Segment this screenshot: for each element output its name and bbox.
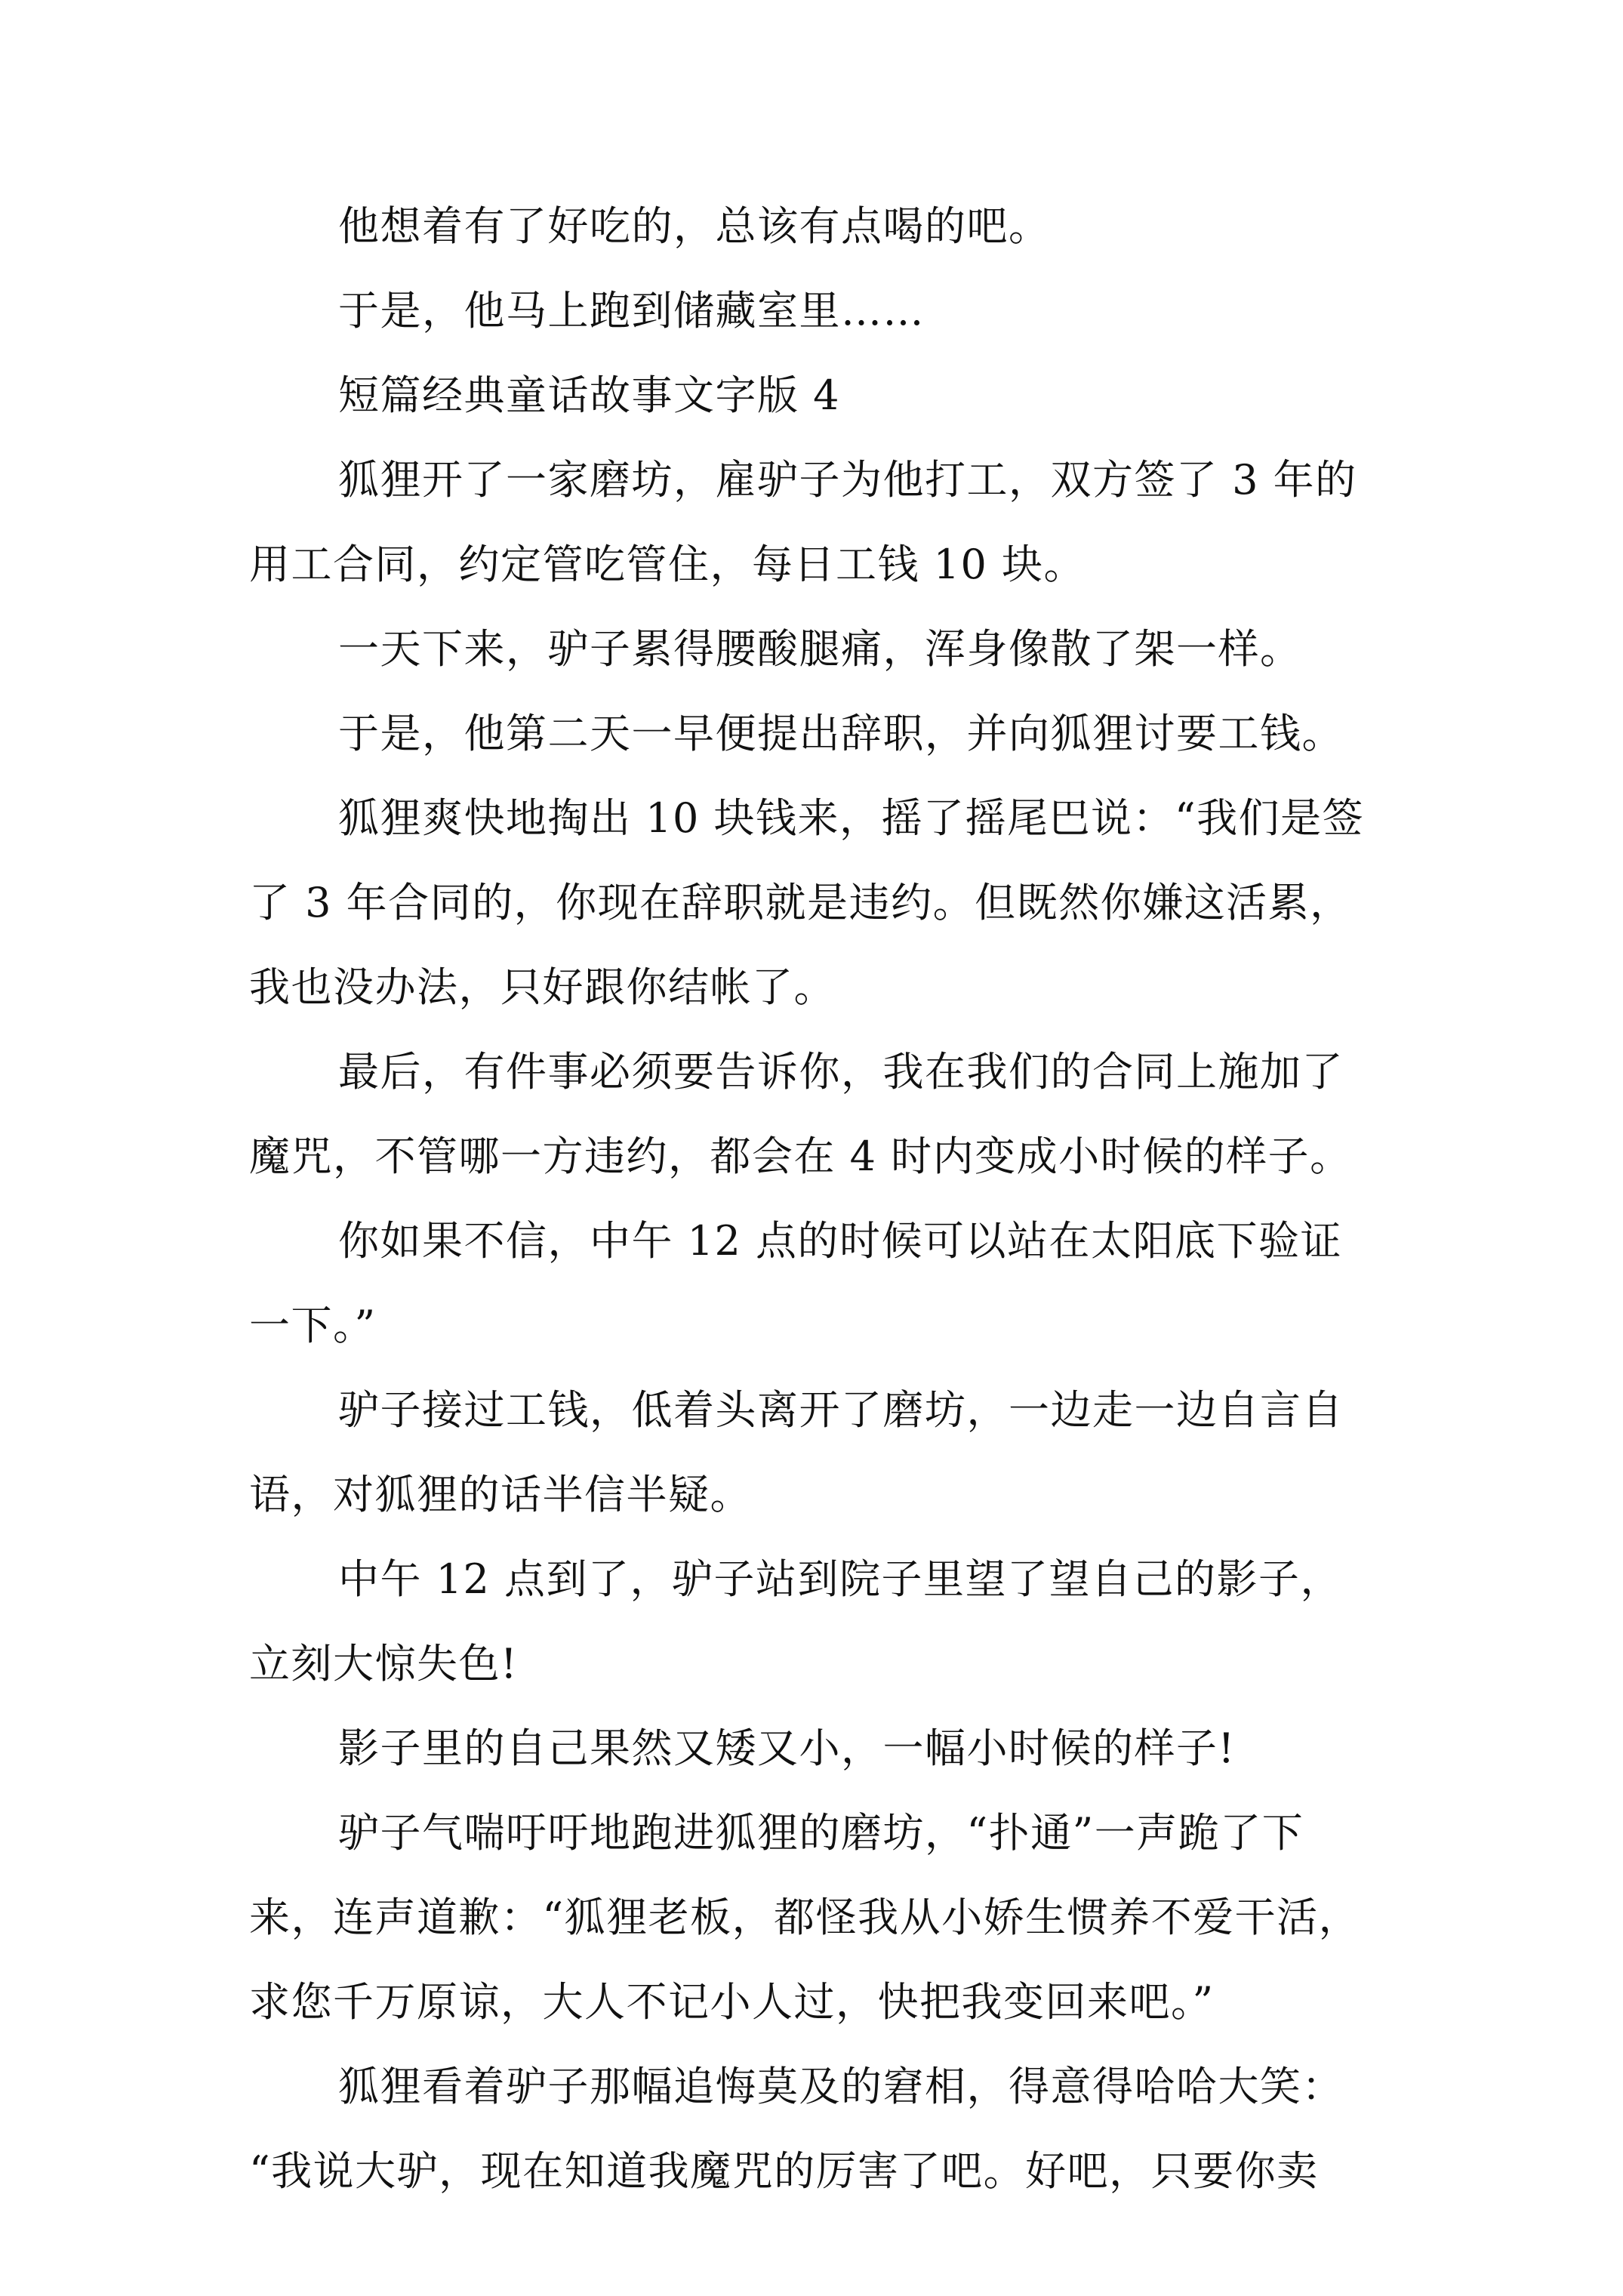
text-line: 一天下来，驴子累得腰酸腿痛，浑身像散了架一样。 bbox=[338, 625, 1302, 673]
text-line: 求您千万原谅，大人不记小人过，快把我变回来吧。” bbox=[249, 1978, 1215, 2026]
text-line: 影子里的自己果然又矮又小，一幅小时候的样子! bbox=[338, 1724, 1236, 1772]
text-line: 了 3 年合同的，你现在辞职就是违约。但既然你嫌这活累， bbox=[249, 879, 1352, 926]
text-line: 一下。” bbox=[249, 1302, 377, 1349]
text-line: 于是，他第二天一早便提出辞职，并向狐狸讨要工钱。 bbox=[338, 710, 1344, 757]
text-line: 我也没办法，只好跟你结帐了。 bbox=[249, 963, 836, 1011]
text-line: 狐狸开了一家磨坊，雇驴子为他打工，双方签了 3 年的 bbox=[338, 456, 1357, 504]
text-line: 狐狸爽快地掏出 10 块钱来，摇了摇尾巴说：“我们是签 bbox=[338, 794, 1365, 842]
text-line: 魔咒，不管哪一方违约，都会在 4 时内变成小时候的样子。 bbox=[249, 1133, 1352, 1180]
text-line: 中午 12 点到了，驴子站到院子里望了望自己的影子， bbox=[338, 1555, 1343, 1603]
text-line: 用工合同，约定管吃管住，每日工钱 10 块。 bbox=[249, 541, 1086, 588]
text-line: “我说大驴，现在知道我魔咒的厉害了吧。好吧，只要你卖 bbox=[249, 2147, 1319, 2195]
text-line: 语，对狐狸的话半信半疑。 bbox=[249, 1471, 752, 1518]
story-text bbox=[249, 204, 1381, 2233]
text-line: 驴子气喘吁吁地跑进狐狸的磨坊，“扑通”一声跪了下 bbox=[338, 1809, 1304, 1857]
text-line: 驴子接过工钱，低着头离开了磨坊，一边走一边自言自 bbox=[338, 1386, 1344, 1434]
text-line: 来，连声道歉：“狐狸老板，都怪我从小娇生惯养不爱干活， bbox=[249, 1894, 1361, 1941]
section-heading: 短篇经典童话故事文字版 4 bbox=[338, 371, 841, 419]
text-line: 最后，有件事必须要告诉你，我在我们的合同上施加了 bbox=[338, 1048, 1344, 1096]
text-line: 他想着有了好吃的，总该有点喝的吧。 bbox=[338, 202, 1051, 250]
text-line: 立刻大惊失色! bbox=[249, 1640, 519, 1687]
text-line: 于是，他马上跑到储藏室里…… bbox=[338, 287, 925, 334]
text-line: 你如果不信，中午 12 点的时候可以站在太阳底下验证 bbox=[338, 1217, 1343, 1265]
text-line: 狐狸看着驴子那幅追悔莫及的窘相，得意得哈哈大笑： bbox=[338, 2063, 1344, 2110]
